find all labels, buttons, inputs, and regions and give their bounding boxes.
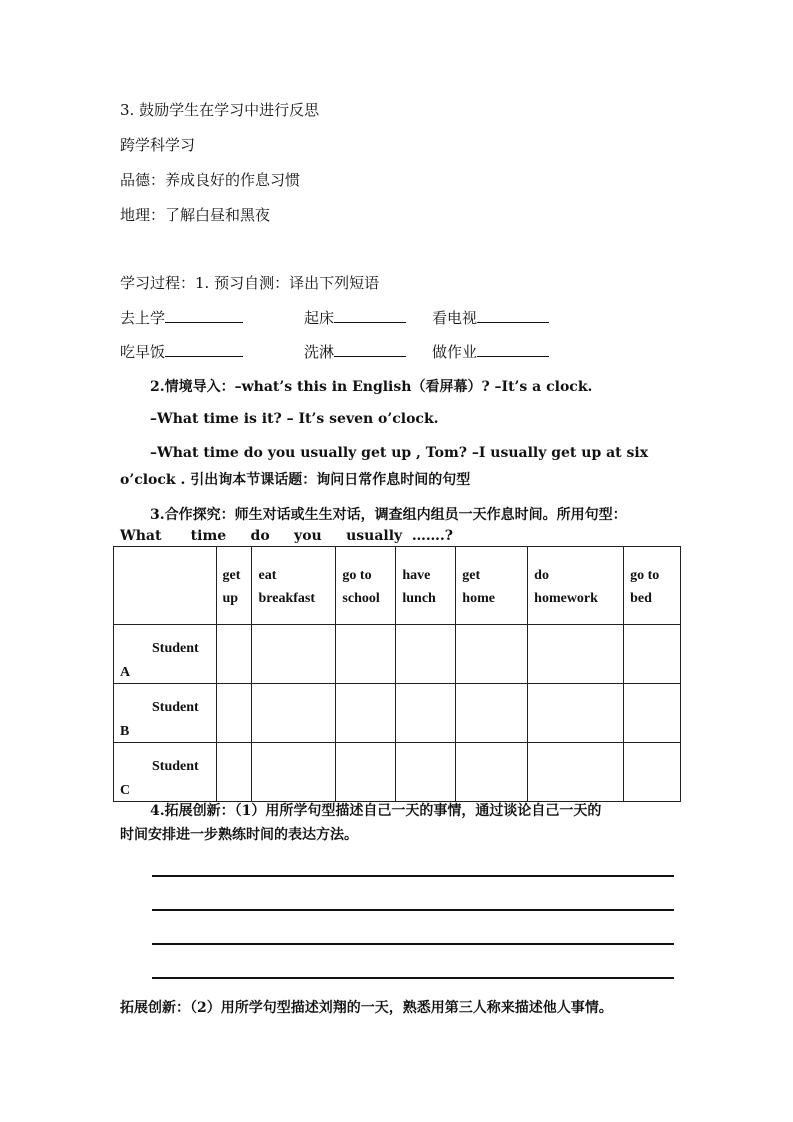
answer-cell[interactable]	[624, 625, 681, 684]
row-label: Student C	[114, 743, 217, 802]
vocab-item: 洗淋	[304, 341, 406, 362]
writing-line[interactable]	[152, 943, 674, 945]
writing-line[interactable]	[152, 977, 674, 979]
extend-line-1: 4.拓展创新：（1）用所学句型描述自己一天的事情，通过谈论自己一天的	[150, 803, 602, 819]
situation-line-3: –What time do you usually get up , Tom? –I usually get up at six	[150, 445, 649, 461]
situation-line-4: o’clock . 引出询本节课话题：询问日常作息时间的句型	[120, 472, 471, 488]
answer-blank[interactable]	[165, 308, 243, 323]
row-label: Student A	[114, 625, 217, 684]
answer-cell[interactable]	[528, 684, 624, 743]
table-row	[114, 743, 681, 802]
corner-cell	[114, 547, 217, 625]
answer-cell[interactable]	[252, 684, 336, 743]
answer-cell[interactable]	[216, 684, 252, 743]
header-cell: get up	[216, 547, 252, 625]
answer-cell[interactable]	[216, 743, 252, 802]
answer-cell[interactable]	[252, 743, 336, 802]
situation-line-1: 2.情境导入：–what’s this in English（看屏幕）? –It’s a clock.	[150, 379, 593, 395]
vocab-item: 做作业	[432, 341, 549, 362]
answer-cell[interactable]	[396, 625, 456, 684]
cross-subject-title: 跨学科学习	[120, 136, 196, 154]
answer-cell[interactable]	[456, 743, 528, 802]
header-cell: eat breakfast	[252, 547, 336, 625]
answer-cell[interactable]	[456, 684, 528, 743]
table-row	[114, 684, 681, 743]
answer-cell[interactable]	[216, 625, 252, 684]
vocab-item: 去上学	[120, 307, 243, 328]
answer-cell[interactable]	[336, 743, 396, 802]
answer-cell[interactable]	[252, 625, 336, 684]
answer-cell[interactable]	[396, 743, 456, 802]
row-label: Student B	[114, 684, 217, 743]
geography-item: 地理：了解白昼和黑夜	[120, 206, 271, 224]
answer-cell[interactable]	[528, 625, 624, 684]
answer-cell[interactable]	[624, 684, 681, 743]
vocab-item: 看电视	[432, 307, 549, 328]
vocab-item: 起床	[304, 307, 406, 328]
cooperate-line-1: 3.合作探究：师生对话或生生对话，调查组内组员一天作息时间。所用句型：	[150, 507, 627, 523]
answer-blank[interactable]	[477, 342, 549, 357]
writing-line[interactable]	[152, 909, 674, 911]
answer-cell[interactable]	[528, 743, 624, 802]
objective-3: 3. 鼓励学生在学习中进行反思	[120, 101, 320, 119]
cooperate-line-2: What time do you usually …….?	[120, 528, 453, 544]
answer-blank[interactable]	[334, 308, 406, 323]
header-cell: have lunch	[396, 547, 456, 625]
answer-cell[interactable]	[396, 684, 456, 743]
extend-line-2: 时间安排进一步熟练时间的表达方法。	[120, 827, 358, 843]
answer-blank[interactable]	[334, 342, 406, 357]
situation-line-2: –What time is it? – It’s seven o’clock.	[150, 411, 439, 427]
moral-item: 品德：养成良好的作息习惯	[120, 171, 301, 189]
table-row	[114, 625, 681, 684]
vocab-item: 吃早饭	[120, 341, 243, 362]
answer-cell[interactable]	[336, 625, 396, 684]
answer-cell[interactable]	[456, 625, 528, 684]
answer-blank[interactable]	[477, 308, 549, 323]
answer-cell[interactable]	[336, 684, 396, 743]
header-cell: go to bed	[624, 547, 681, 625]
answer-blank[interactable]	[165, 342, 243, 357]
header-cell: do homework	[528, 547, 624, 625]
extend-line-3: 拓展创新：（2）用所学句型描述刘翔的一天，熟悉用第三人称来描述他人事情。	[120, 1000, 613, 1016]
header-cell: go to school	[336, 547, 396, 625]
survey-table	[113, 546, 681, 802]
writing-line[interactable]	[152, 875, 674, 877]
header-cell: get home	[456, 547, 528, 625]
answer-cell[interactable]	[624, 743, 681, 802]
table-header-row	[114, 547, 681, 625]
process-title: 学习过程：1. 预习自测：译出下列短语	[120, 274, 380, 292]
